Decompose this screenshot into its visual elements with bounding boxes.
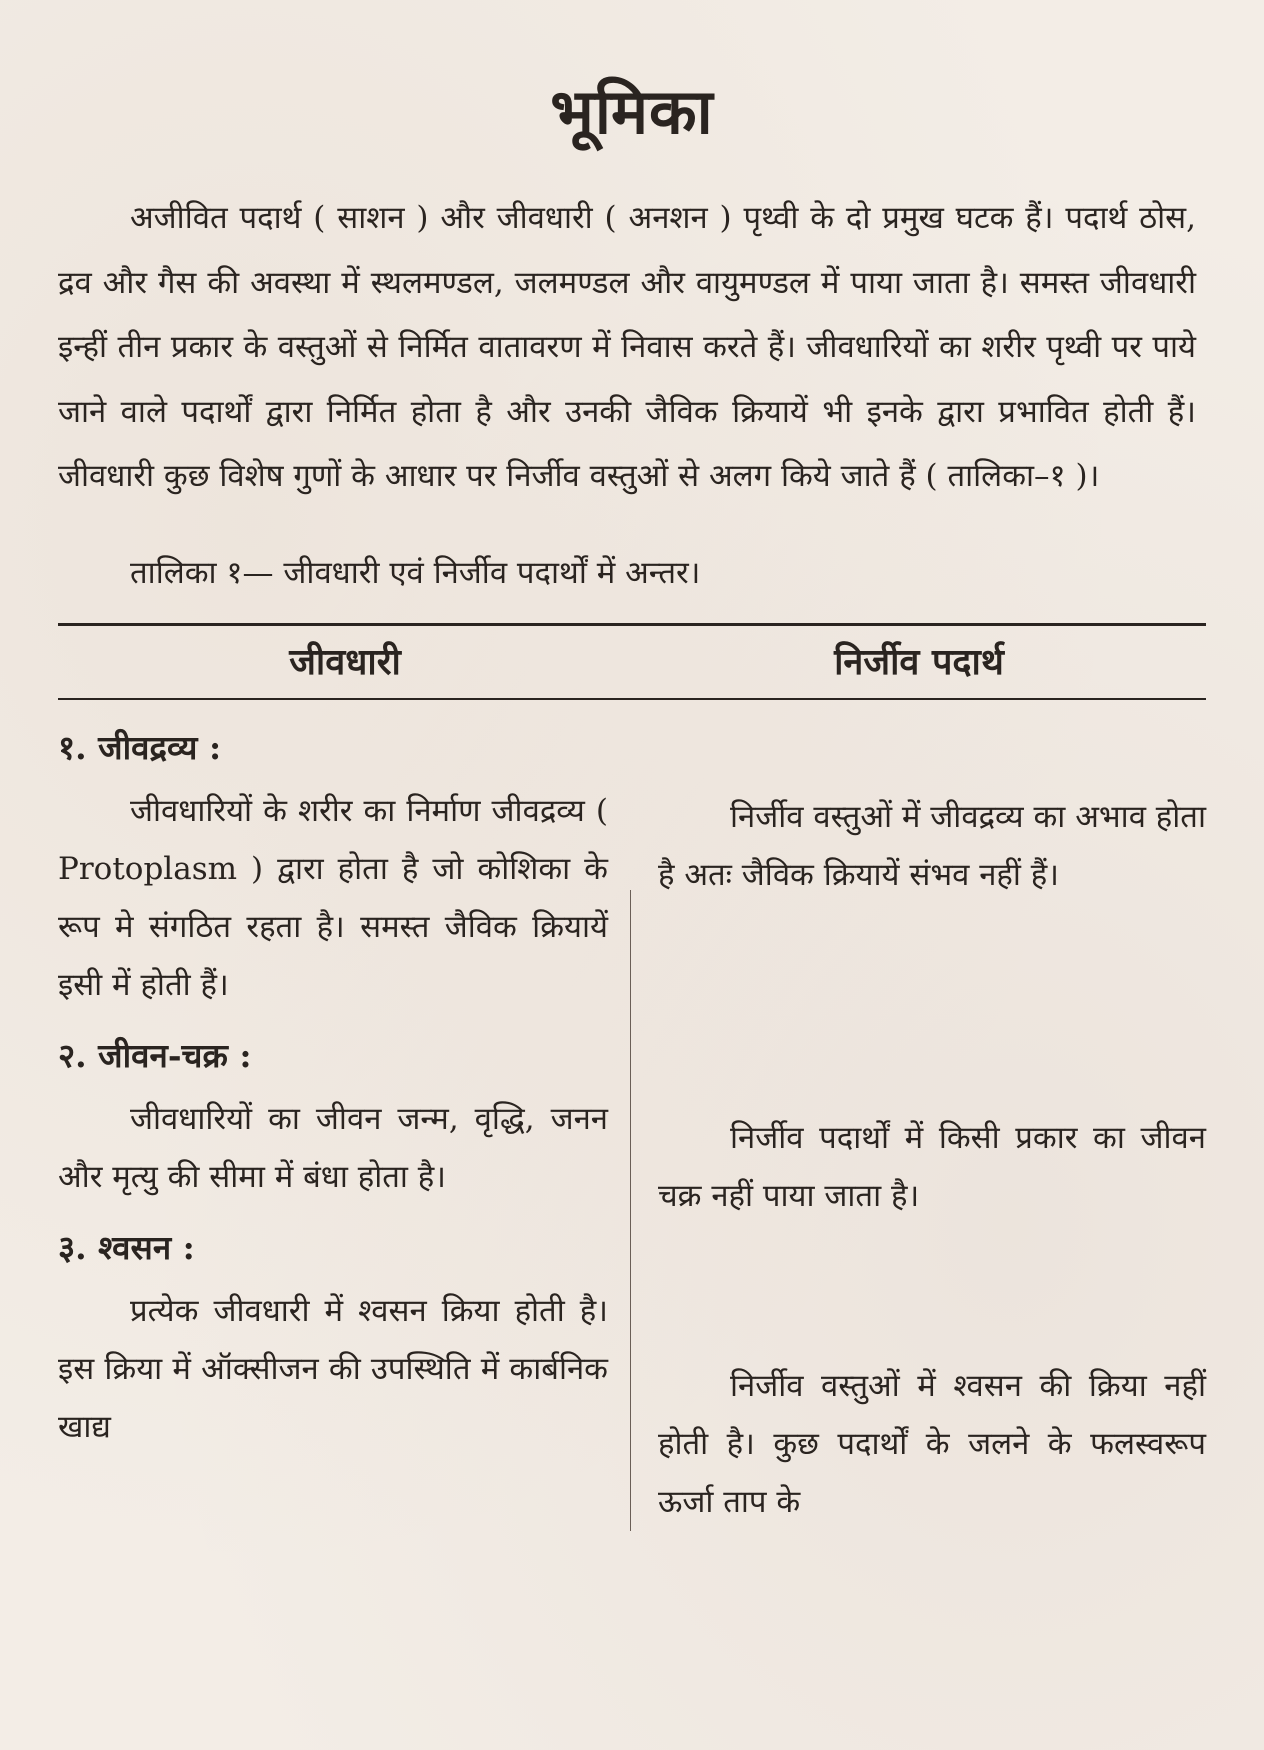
nonliving-text-respiration: निर्जीव वस्तुओं में श्वसन की क्रिया नहीं होती है। कुछ पदार्थों के जलने के फलस्वरूप ऊर्जा ताप के <box>658 1367 1206 1520</box>
nonliving-column <box>630 700 1206 1531</box>
row-heading-life-cycle: २. जीवन-चक्र : <box>58 1035 252 1075</box>
column-header-nonliving: निर्जीव पदार्थ <box>834 640 1004 683</box>
nonliving-text-protoplasm: निर्जीव वस्तुओं में जीवद्रव्य का अभाव होता है अतः जैविक क्रियायें संभव नहीं हैं। <box>658 798 1206 893</box>
living-text-respiration: प्रत्येक जीवधारी में श्वसन क्रिया होती है। इस क्रिया में ऑक्सीजन की उपस्थिति में कार्बनिक खाद्य <box>58 1292 608 1445</box>
page-title: भूमिका <box>550 75 714 148</box>
living-text-life-cycle: जीवधारियों का जीवन जन्म, वृद्धि, जनन और मृत्यु की सीमा में बंधा होता है। <box>58 1100 608 1195</box>
living-text-protoplasm: जीवधारियों के शरीर का निर्माण जीवद्रव्य ( Protoplasm ) द्वारा होता है जो कोशिका के रूप मे संगठित रहता है। समस्त जैविक क्रियायें इसी में होती हैं। <box>58 792 608 1003</box>
row-heading-protoplasm: १. जीवद्रव्य : <box>58 727 222 767</box>
nonliving-text-life-cycle: निर्जीव पदार्थों में किसी प्रकार का जीवन चक्र नहीं पाया जाता है। <box>658 1119 1206 1214</box>
row-heading-respiration: ३. श्वसन : <box>58 1227 195 1267</box>
column-header-living: जीवधारी <box>289 640 401 683</box>
table-header-row <box>58 626 1206 698</box>
comparison-table <box>58 700 1206 1531</box>
intro-paragraph: अजीवित पदार्थ ( साशन ) और जीवधारी ( अनशन ) पृथ्वी के दो प्रमुख घटक हैं। पदार्थ ठोस, द्रव और गैस की अवस्था में स्थलमण्डल, जलमण्डल और वायुमण्डल में पाया जाता है। समस्त जीवधारी इन्हीं तीन प्रकार के वस्तुओं से निर्मित वातावरण में निवास करते हैं। जीवधारियों का शरीर पृथ्वी पर पाये जाने वाले पदार्थों द्वारा निर्मित होता है और उनकी जैविक क्रियायें भी इनके द्वारा प्रभावित होती हैं। जीवधारी कुछ विशेष गुणों के आधार पर निर्जीव वस्तुओं से अलग किये जाते हैं ( तालिका–१ )। <box>58 200 1196 495</box>
table-caption: तालिका १— जीवधारी एवं निर्जीव पदार्थों में अन्तर। <box>130 554 701 591</box>
living-column <box>58 700 630 1531</box>
